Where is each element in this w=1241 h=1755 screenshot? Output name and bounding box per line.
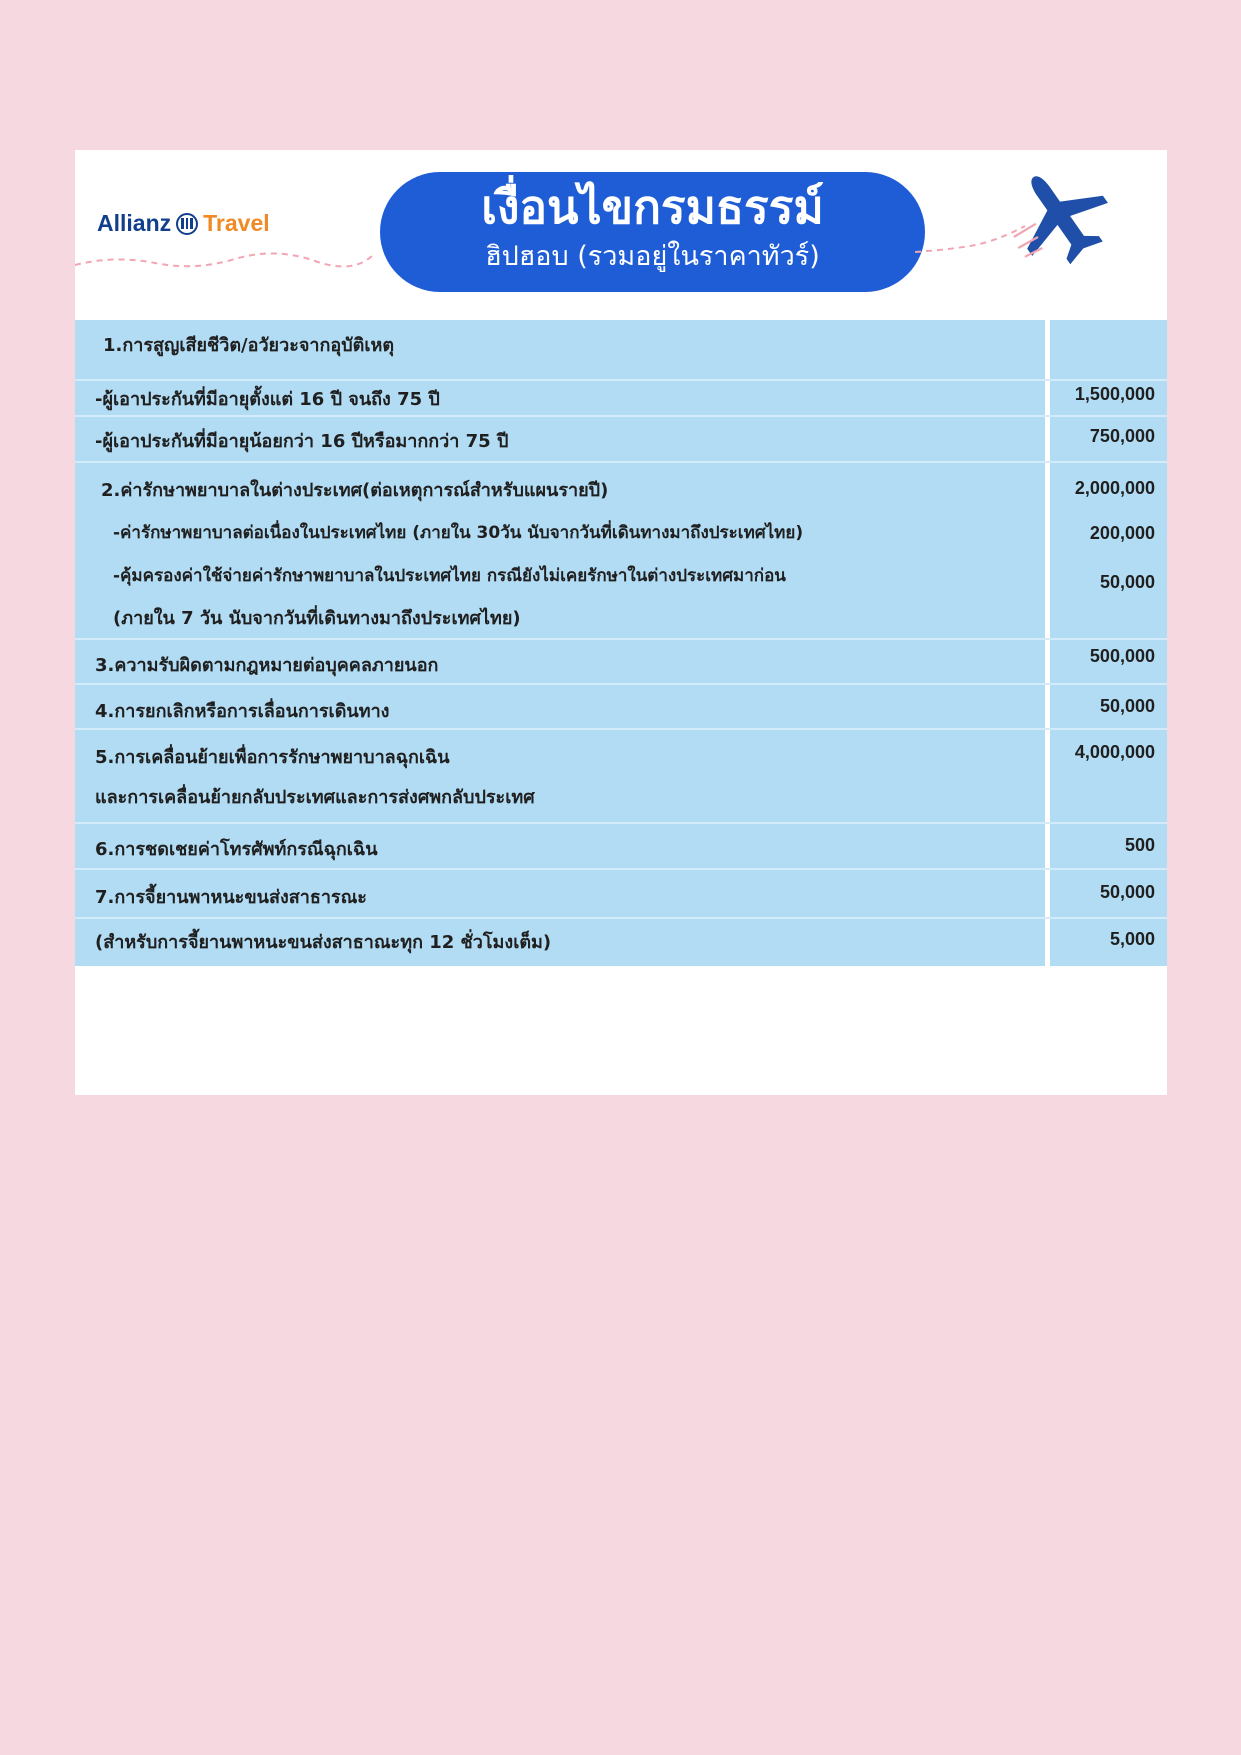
table-row-label: 3.ความรับผิดตามกฎหมายต่อบุคคลภายนอก <box>95 655 439 676</box>
table-row-value: 500,000 <box>1089 646 1155 666</box>
brand-name: Allianz <box>97 210 172 236</box>
table-row-label: -ผู้เอาประกันที่มีอายุน้อยกว่า 16 ปีหรือมากกว่า 75 ปี <box>95 431 509 452</box>
table-row-label: 2.ค่ารักษาพยาบาลในต่างประเทศ(ต่อเหตุการณ์สำหรับแผนรายปี) <box>101 480 609 501</box>
table-row-value: 200,000 <box>1089 523 1155 543</box>
table-row-value: 500 <box>1124 835 1155 855</box>
row-divider <box>75 728 1167 730</box>
table-row-value: 4,000,000 <box>1074 742 1155 762</box>
policy-card <box>75 150 1167 1095</box>
table-row-label: (สำหรับการจี้ยานพาหนะขนส่งสาธาณะทุก 12 ชั่วโมงเต็ม) <box>95 932 552 953</box>
table-row-label: -คุ้มครองค่าใช้จ่ายค่ารักษาพยาบาลในประเทศไทย กรณียังไม่เคยรักษาในต่างประเทศมาก่อน <box>113 566 786 586</box>
table-row-label: 7.การจี้ยานพาหนะขนส่งสาธารณะ <box>95 887 367 908</box>
row-divider <box>75 683 1167 685</box>
row-divider <box>75 461 1167 463</box>
table-row-value: 1,500,000 <box>1074 384 1155 404</box>
table-row-label: 4.การยกเลิกหรือการเลื่อนการเดินทาง <box>95 701 390 722</box>
row-divider <box>75 415 1167 417</box>
coverage-table <box>75 320 1167 966</box>
table-row-label: และการเคลื่อนย้ายกลับประเทศและการส่งศพกลับประเทศ <box>95 787 535 808</box>
row-divider <box>75 638 1167 640</box>
table-row-value: 2,000,000 <box>1074 478 1155 498</box>
page-subtitle: ฮิปฮอบ (รวมอยู่ในราคาทัวร์) <box>485 241 820 272</box>
dashed-path-decoration <box>75 245 395 275</box>
title-banner <box>380 172 925 292</box>
row-divider <box>75 868 1167 870</box>
allianz-travel-logo <box>97 210 270 237</box>
table-row-label: 1.การสูญเสียชีวิต/อวัยวะจากอุบัติเหตุ <box>103 335 395 356</box>
table-row-value: 50,000 <box>1099 696 1155 716</box>
allianz-logo-icon <box>176 213 198 235</box>
table-row-label: -ผู้เอาประกันที่มีอายุตั้งแต่ 16 ปี จนถึง 75 ปี <box>95 389 440 410</box>
table-row-value: 50,000 <box>1099 572 1155 592</box>
brand-suffix: Travel <box>203 210 270 236</box>
airplane-icon <box>1005 160 1115 270</box>
row-divider <box>75 917 1167 919</box>
table-row-value: 750,000 <box>1089 426 1155 446</box>
table-row-label: 5.การเคลื่อนย้ายเพื่อการรักษาพยาบาลฉุกเฉิน <box>95 747 450 768</box>
page-title: เงื่อนไขกรมธรรม์ <box>481 180 824 234</box>
table-row-label: 6.การชดเชยค่าโทรศัพท์กรณีฉุกเฉิน <box>95 839 378 860</box>
table-row-label: -ค่ารักษาพยาบาลต่อเนื่องในประเทศไทย (ภายใน 30วัน นับจากวันที่เดินทางมาถึงประเทศไทย) <box>113 523 804 543</box>
header <box>75 150 1167 320</box>
table-row-value: 50,000 <box>1099 882 1155 902</box>
table-row-label: (ภายใน 7 วัน นับจากวันที่เดินทางมาถึงประเทศไทย) <box>113 608 521 629</box>
table-row-value: 5,000 <box>1109 929 1155 949</box>
row-divider <box>75 379 1167 381</box>
row-divider <box>75 822 1167 824</box>
